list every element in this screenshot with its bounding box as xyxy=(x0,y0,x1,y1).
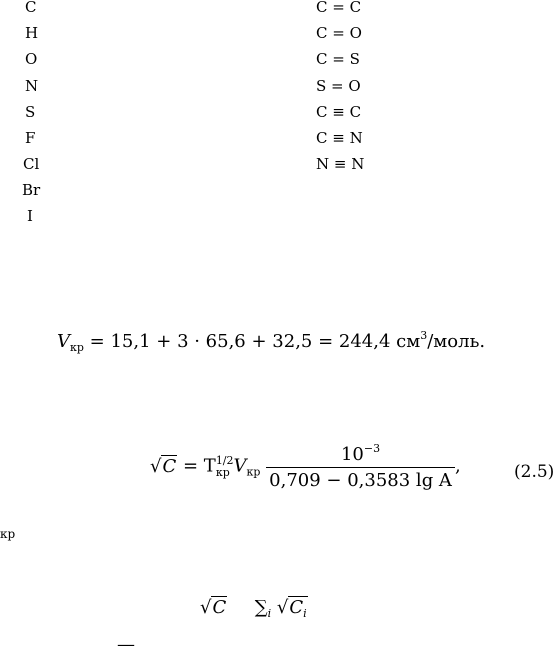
eq2-denominator: 0,709 − 0,3583 lg A xyxy=(269,470,452,491)
eq1-v-sub: кр xyxy=(70,341,84,354)
eq1-exp: 3 xyxy=(420,329,428,342)
eq2-comma: , xyxy=(454,455,461,477)
atom-item: C xyxy=(25,0,37,16)
equation-volume xyxy=(57,329,485,354)
atom-item: H xyxy=(25,24,39,42)
eq2-v-sub: кр xyxy=(246,465,261,479)
equation-sum xyxy=(200,596,308,620)
bond-item: S = O xyxy=(316,77,361,95)
sum-index: i xyxy=(267,607,272,620)
sum-symbol: ∑ xyxy=(254,597,268,618)
atom-item: Cl xyxy=(23,155,40,173)
equation-2-5 xyxy=(150,442,461,491)
eq2-c: C xyxy=(162,455,177,477)
eq2-eqT: = T xyxy=(183,455,216,477)
bond-item: C = C xyxy=(316,0,362,16)
bond-item: C ≡ N xyxy=(316,129,363,147)
eq2-t-sub: кр xyxy=(215,465,230,479)
bond-item: N ≡ N xyxy=(316,155,365,173)
atom-item: S xyxy=(25,103,36,121)
fragment-text: кр xyxy=(0,527,16,541)
atom-item: I xyxy=(27,207,33,225)
bond-item: C = O xyxy=(316,24,362,42)
sqrt-c-2: √C xyxy=(200,597,227,618)
bond-item: C = S xyxy=(316,50,360,68)
sqrt-ci: $√C_i$ xyxy=(276,597,307,620)
atom-item: N xyxy=(25,77,39,95)
eq3-c: C xyxy=(212,597,227,618)
sqrt-c: √C xyxy=(150,455,177,477)
eq2-t-sup: 1/2 xyxy=(215,453,234,467)
eq2-v: V xyxy=(233,455,247,477)
eq3-ci: $C_i$ xyxy=(289,597,307,620)
atom-item: F xyxy=(25,129,36,147)
eq1-tail: /моль. xyxy=(427,331,486,352)
eq1-v: V xyxy=(57,331,70,352)
eq2-fraction xyxy=(266,442,455,491)
atom-item: Br xyxy=(22,181,41,199)
bond-item: C ≡ C xyxy=(316,103,362,121)
eq1-body: = 15,1 + 3 · 65,6 + 32,5 = 244,4 см xyxy=(89,331,421,352)
bottom-dash: — xyxy=(117,634,135,655)
equation-number: (2.5) xyxy=(514,462,555,482)
atom-item: O xyxy=(25,50,38,68)
eq2-numerator: $10^{-3}$ xyxy=(266,442,455,468)
